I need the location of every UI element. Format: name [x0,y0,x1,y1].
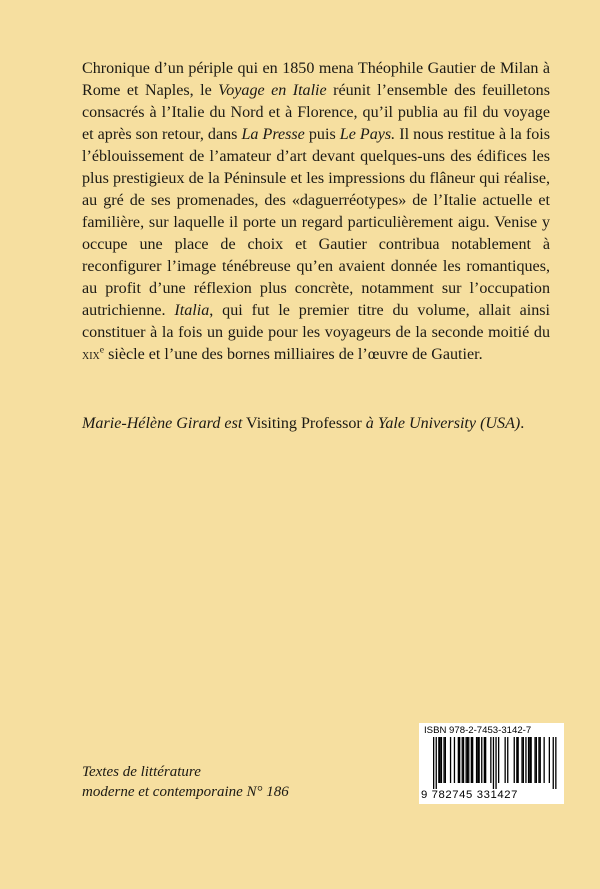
barcode-guard-bar [436,737,437,789]
barcode-bar [485,737,486,783]
title-voyage-en-italie: Voyage en Italie [218,82,327,99]
collection-series [82,762,289,802]
barcode-bar [476,737,477,783]
barcode-bar [525,737,526,783]
barcode-guard-bar [553,737,554,789]
ean-right-group: 331427 [476,789,518,801]
ean13-barcode [421,737,562,789]
barcode-guard-bar [555,737,556,789]
barcode-bar [523,737,524,783]
barcode-bar [441,737,442,783]
barcode-bar [544,737,545,783]
century-numeral: xix [82,347,100,363]
barcode-bar [481,737,482,783]
blurb-text-2: réunit l’ensemble des feuilletons consacrés à l’Italie du Nord et à Florence, qu’il publia au fil du voyage et après son retour, dans [82,82,550,143]
barcode-bar [540,737,541,783]
barcode-bar [440,737,441,783]
barcode-bar [459,737,460,783]
barcode-bar [507,737,508,783]
blurb-text-3: puis [304,126,340,143]
barcode-bar [536,737,537,783]
barcode-guard-bar [495,737,496,789]
barcode-bar [505,737,506,783]
blurb-text-6: siècle et l’une des bornes milliaires de l’œuvre de Gautier. [104,346,483,363]
blurb-text-1: Chronique d’un périple qui en 1850 mena Théophile Gautier de Milan à Rome et Naples, le [82,60,550,99]
barcode-bar [529,737,530,783]
barcode-bar [438,737,439,783]
barcode-bar [528,737,529,783]
barcode-guard-bar [493,737,494,789]
barcode-bar [450,737,451,783]
barcode-bar [463,737,464,783]
barcode-bar [490,737,491,783]
title-italia: Italia [174,302,210,319]
barcode-bar [549,737,550,783]
collection-line-1: Textes de littérature [82,764,201,780]
barcode-bar [468,737,469,783]
barcode-bar [471,737,472,783]
barcode-bar [472,737,473,783]
barcode-bar [479,737,480,783]
barcode-bar [462,737,463,783]
author-note [82,413,562,435]
barcode-bar [466,737,467,783]
author-role: Visiting Professor [242,415,366,432]
barcode-bar [514,737,515,783]
barcode-bar [498,737,499,783]
author-note-end: . [520,415,525,432]
ean-first-digit: 9 [421,789,428,801]
collection-line-2: moderne et contemporaine N° 186 [82,784,289,800]
ean-left-group: 782745 [431,789,473,801]
barcode-bar [454,737,455,783]
barcode-bar [484,737,485,783]
barcode-bar [467,737,468,783]
blurb-text-4: Il nous restitue à la fois l’éblouissement de l’amateur d’art devant quelques-uns des édifices les plus prestigieux de la Péninsule et les impressions du flâneur qui réalise, au gré de ses promenades, des «daguerréotypes» de l’Italie actuelle et familière, sur laquelle il porte un regard particulièrement aigu. Venise y occupe une place de choix et Gautier contribua notablement à reconfigurer l’image ténébreuse qu’en avaient donnée les romantiques, au profit d’une réflexion plus concrète, notamment sur l’occupation autrichienne. [82,126,550,319]
barcode-bar [516,737,517,783]
author-institution: à Yale University (USA) [365,415,521,432]
title-la-presse: La Presse [241,126,305,143]
barcode-bar [443,737,444,783]
blurb-text-5: , qui fut le premier titre du volume, allait ainsi constituer à la fois un guide pour les voyageurs de la seconde moitié du [82,302,550,341]
back-cover-blurb [82,58,550,366]
blurb-paragraph [82,58,550,366]
barcode-guard-bar [433,737,434,789]
barcode-bar [445,737,446,783]
barcode-bar [538,737,539,783]
author-name: Marie-Hélène Girard est [82,415,243,432]
ean-digits [421,789,562,801]
barcode-bar [531,737,532,783]
isbn-barcode-block [419,723,564,804]
century-superscript: e [99,344,105,356]
title-le-pays: Le Pays. [339,126,396,143]
barcode-bar [521,737,522,783]
isbn-label: ISBN 978-2-7453-3142-7 [424,725,532,736]
barcode-bar [477,737,478,783]
barcode-bar [518,737,519,783]
barcode-bar [458,737,459,783]
barcode-bar [534,737,535,783]
